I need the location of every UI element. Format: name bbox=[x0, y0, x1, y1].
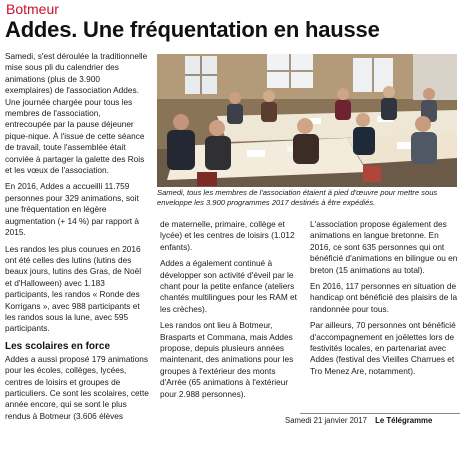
photo-volunteers-at-tables bbox=[157, 54, 457, 187]
article-paragraph: Addes a également continué à développer son activité d'éveil par le chant pour la petite enfance (ateliers chantés multilingues pour les RAM et les crèches). bbox=[160, 258, 297, 314]
article-paragraph: de maternelle, primaire, collège et lycée) et les centres de loisirs (1.012 enfants). bbox=[160, 219, 295, 252]
publication-date: Samedi 21 janvier 2017 bbox=[285, 416, 367, 425]
article-column-right bbox=[310, 219, 460, 377]
article-paragraph: Les randos ont lieu à Botmeur, Brasparts et Commana, mais Addes propose, depuis plusieurs années maintenant, des animations pour les groupes à l'extérieur des monts d'Arrée (65 animations à l'extérieur pour 2.988 personnes). bbox=[160, 320, 294, 399]
footer-divider bbox=[300, 413, 460, 414]
article-column-middle bbox=[160, 219, 302, 400]
article-headline: Addes. Une fréquentation en hausse bbox=[5, 17, 380, 42]
article-paragraph: Les randos les plus courues en 2016 ont été celles des lutins (lutins des beaux jours, lutins des Gras, de Noël et d'Halloween) avec 1.183 participants, les randos « Ronde des Korrigans », avec 988 participants et les randos sous la lune, avec 595 participants. bbox=[5, 243, 142, 334]
article-column-left bbox=[5, 51, 149, 422]
article-paragraph: En 2016, 117 personnes en situation de handicap ont bénéficié des plaisirs de la randonnée pour tous. bbox=[310, 281, 458, 314]
article-paragraph: Samedi, s'est déroulée la traditionnelle mise sous pli du calendrier des animations (plus de 3.900 exemplaires) de l'association Addes. Une journée chargée pour tous les membres de l'association, entrecoupée par la pause déjeuner pique-nique. À l'issue de cette séance de travail, toute l'assemblée était conviée à partager la galette des Rois et les vœux de l'association. bbox=[5, 51, 148, 176]
newspaper-name: Le Télégramme bbox=[375, 416, 433, 425]
article-paragraph: En 2016, Addes a accueilli 11.759 personnes pour 329 animations, soit une fréquentation en légère augmentation (+ 14 %) par rapport à 2015. bbox=[5, 181, 139, 238]
article-paragraph: Par ailleurs, 70 personnes ont bénéficié d'accompagnement en joëlettes lors de festivités locales, en partenariat avec Addes (festival des Vieilles Charrues et Tro Menez Are, notamment). bbox=[310, 320, 456, 376]
article-paragraph: L'association propose également des animations en langue bretonne. En 2016, ce sont 635 personnes qui ont bénéficié d'animations en bilingue ou en breton (15 animations au total). bbox=[310, 219, 458, 275]
article-paragraph: Addes a aussi proposé 179 animations pour les écoles, collèges, lycées, centres de loisirs et groupes de particuliers. Ce sont les scolaires, cette année encore, qui se sont le plus rendus à Botmeur (3.606 élèves bbox=[5, 353, 149, 421]
page-footer bbox=[285, 416, 432, 426]
article-photo bbox=[157, 54, 457, 187]
article-subheading: Les scolaires en force bbox=[5, 340, 111, 352]
photo-caption: Samedi, tous les membres de l'association étaient à pied d'œuvre pour mettre sous enveloppe les 3.900 programmes 2017 destinés à être expédiés. bbox=[157, 188, 438, 207]
article-kicker: Botmeur bbox=[6, 1, 59, 17]
